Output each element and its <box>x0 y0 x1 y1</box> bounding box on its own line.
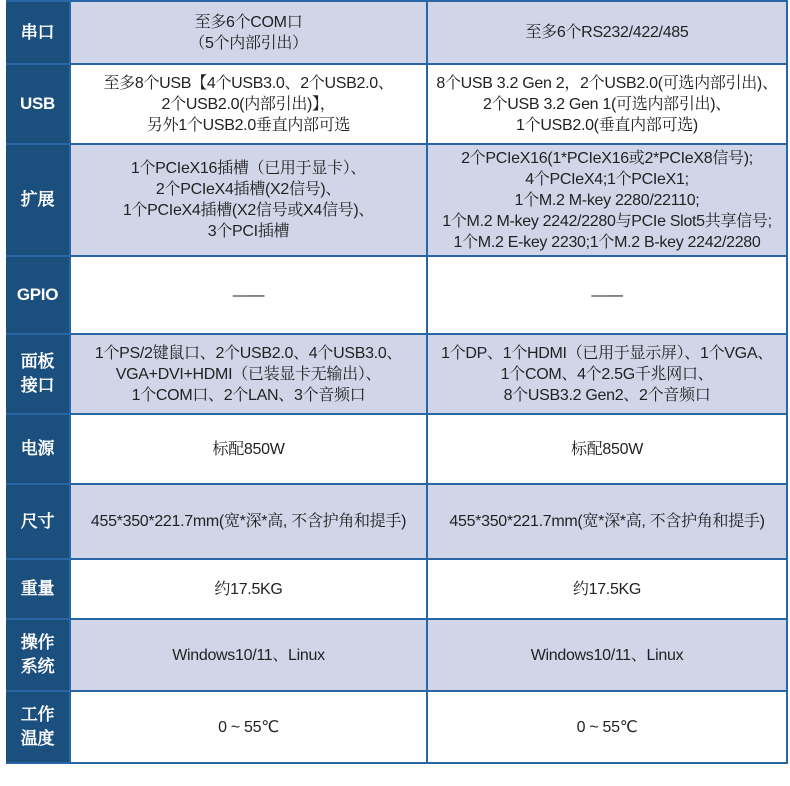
cell-text-line: 工作 <box>20 705 55 724</box>
table-row <box>6 559 787 619</box>
spec-table <box>6 0 788 764</box>
left-spec-cell <box>70 484 427 559</box>
left-spec-cell <box>70 414 427 484</box>
cell-text-line: 1个USB2.0(垂直内部可选) <box>516 116 698 134</box>
cell-text-line: 尺寸 <box>20 511 55 531</box>
cell-text-line: Windows10/11、Linux <box>530 646 684 664</box>
cell-text-line: 接口 <box>20 376 55 395</box>
table-row <box>6 1 787 64</box>
cell-text-line: Windows10/11、Linux <box>172 646 325 664</box>
cell-text-line: 电源 <box>20 439 55 458</box>
cell-text-line: —— <box>591 286 623 304</box>
cell-text-line: USB <box>20 94 55 113</box>
right-spec-cell <box>427 559 787 619</box>
cell-text-line: 1个COM口、2个LAN、3个音频口 <box>131 386 366 404</box>
cell-text-line: 1个DP、1个HDMI（已用于显示屏）、1个VGA、 <box>441 344 773 362</box>
left-spec-cell <box>70 559 427 619</box>
cell-text-line: 0 ~ 55℃ <box>218 718 279 736</box>
cell-text-line: 至多8个USB【4个USB3.0、2个USB2.0、 <box>103 74 394 92</box>
cell-text-line: 至多6个COM口 <box>194 13 303 31</box>
right-spec-cell <box>427 64 787 144</box>
right-spec-cell <box>427 414 787 484</box>
right-spec-cell <box>427 1 787 64</box>
cell-text-line: 另外1个USB2.0垂直内部可选 <box>146 116 351 134</box>
cell-text-line: 2个USB 3.2 Gen 1(可选内部引出)、 <box>483 95 731 113</box>
cell-text-line: 标配850W <box>571 440 643 458</box>
cell-text-line: 1个PS/2键鼠口、2个USB2.0、4个USB3.0、 <box>94 344 403 362</box>
cell-text-line: 1个PCIeX16插槽（已用于显卡）、 <box>130 160 367 177</box>
table-row <box>6 414 787 484</box>
cell-text-line: 约17.5KG <box>572 580 642 598</box>
row-label <box>6 559 70 619</box>
cell-text-line: 重量 <box>20 579 55 598</box>
cell-text-line: VGA+DVI+HDMI（已装显卡无输出）、 <box>115 365 382 383</box>
cell-text-line: GPIO <box>16 285 59 304</box>
cell-text-line: 3个PCI插槽 <box>207 223 290 240</box>
cell-text-line: 标配850W <box>212 440 285 458</box>
left-spec-cell <box>70 691 427 763</box>
left-spec-cell <box>70 1 427 64</box>
right-spec-cell <box>427 334 787 414</box>
cell-text-line: 约17.5KG <box>214 580 283 598</box>
left-spec-cell <box>70 619 427 691</box>
cell-text-line: 0 ~ 55℃ <box>576 718 638 736</box>
cell-text-line: 455*350*221.7mm(宽*深*高, 不含护角和提手) <box>449 513 765 530</box>
table-row <box>6 619 787 691</box>
left-spec-cell <box>70 334 427 414</box>
row-label <box>6 619 70 691</box>
table-row <box>6 64 787 144</box>
row-label <box>6 414 70 484</box>
left-spec-cell <box>70 256 427 334</box>
cell-text-line: 扩展 <box>20 190 55 209</box>
cell-text-line: 面板 <box>20 352 55 371</box>
cell-text-line: 系统 <box>20 657 55 676</box>
cell-text-line: 1个PCIeX4插槽(X2信号或X4信号)、 <box>122 202 375 219</box>
right-spec-cell <box>427 144 787 256</box>
table-row <box>6 256 787 334</box>
row-label <box>6 484 70 559</box>
row-label <box>6 1 70 64</box>
cell-text-line: 4个PCIeX4;1个PCIeX1; <box>525 170 689 188</box>
row-label <box>6 334 70 414</box>
cell-text-line: 8个USB 3.2 Gen 2，2个USB2.0(可选内部引出)、 <box>436 74 778 92</box>
cell-text-line: 455*350*221.7mm(宽*深*高, 不含护角和提手) <box>90 513 407 530</box>
cell-text-line: 操作 <box>20 633 55 652</box>
cell-text-line: 2个PCIeX4插槽(X2信号)、 <box>155 181 342 198</box>
cell-text-line: （5个内部引出） <box>189 34 308 52</box>
cell-text-line: 2个PCIeX16(1*PCIeX16或2*PCIeX8信号); <box>461 149 753 167</box>
right-spec-cell <box>427 691 787 763</box>
table-row <box>6 484 787 559</box>
row-label <box>6 691 70 763</box>
right-spec-cell <box>427 619 787 691</box>
row-label <box>6 256 70 334</box>
cell-text-line: —— <box>232 286 265 304</box>
cell-text-line: 2个USB2.0(内部引出)】， <box>161 95 336 113</box>
cell-text-line: 1个M.2 E-key 2230;1个M.2 B-key 2242/2280 <box>453 233 761 251</box>
table-row <box>6 334 787 414</box>
right-spec-cell <box>427 256 787 334</box>
cell-text-line: 1个COM、4个2.5G千兆网口、 <box>500 365 714 383</box>
table-row <box>6 691 787 763</box>
left-spec-cell <box>70 144 427 256</box>
right-spec-cell <box>427 484 787 559</box>
cell-text-line: 温度 <box>20 729 55 748</box>
cell-text-line: 串口 <box>20 22 55 42</box>
table-row <box>6 144 787 256</box>
cell-text-line: 1个M.2 M-key 2242/2280与PCIe Slot5共享信号; <box>442 212 772 230</box>
cell-text-line: 至多6个RS232/422/485 <box>525 24 689 41</box>
left-spec-cell <box>70 64 427 144</box>
cell-text-line: 8个USB3.2 Gen2、2个音频口 <box>503 386 711 404</box>
row-label <box>6 144 70 256</box>
cell-text-line: 1个M.2 M-key 2280/22110; <box>514 191 700 209</box>
row-label <box>6 64 70 144</box>
